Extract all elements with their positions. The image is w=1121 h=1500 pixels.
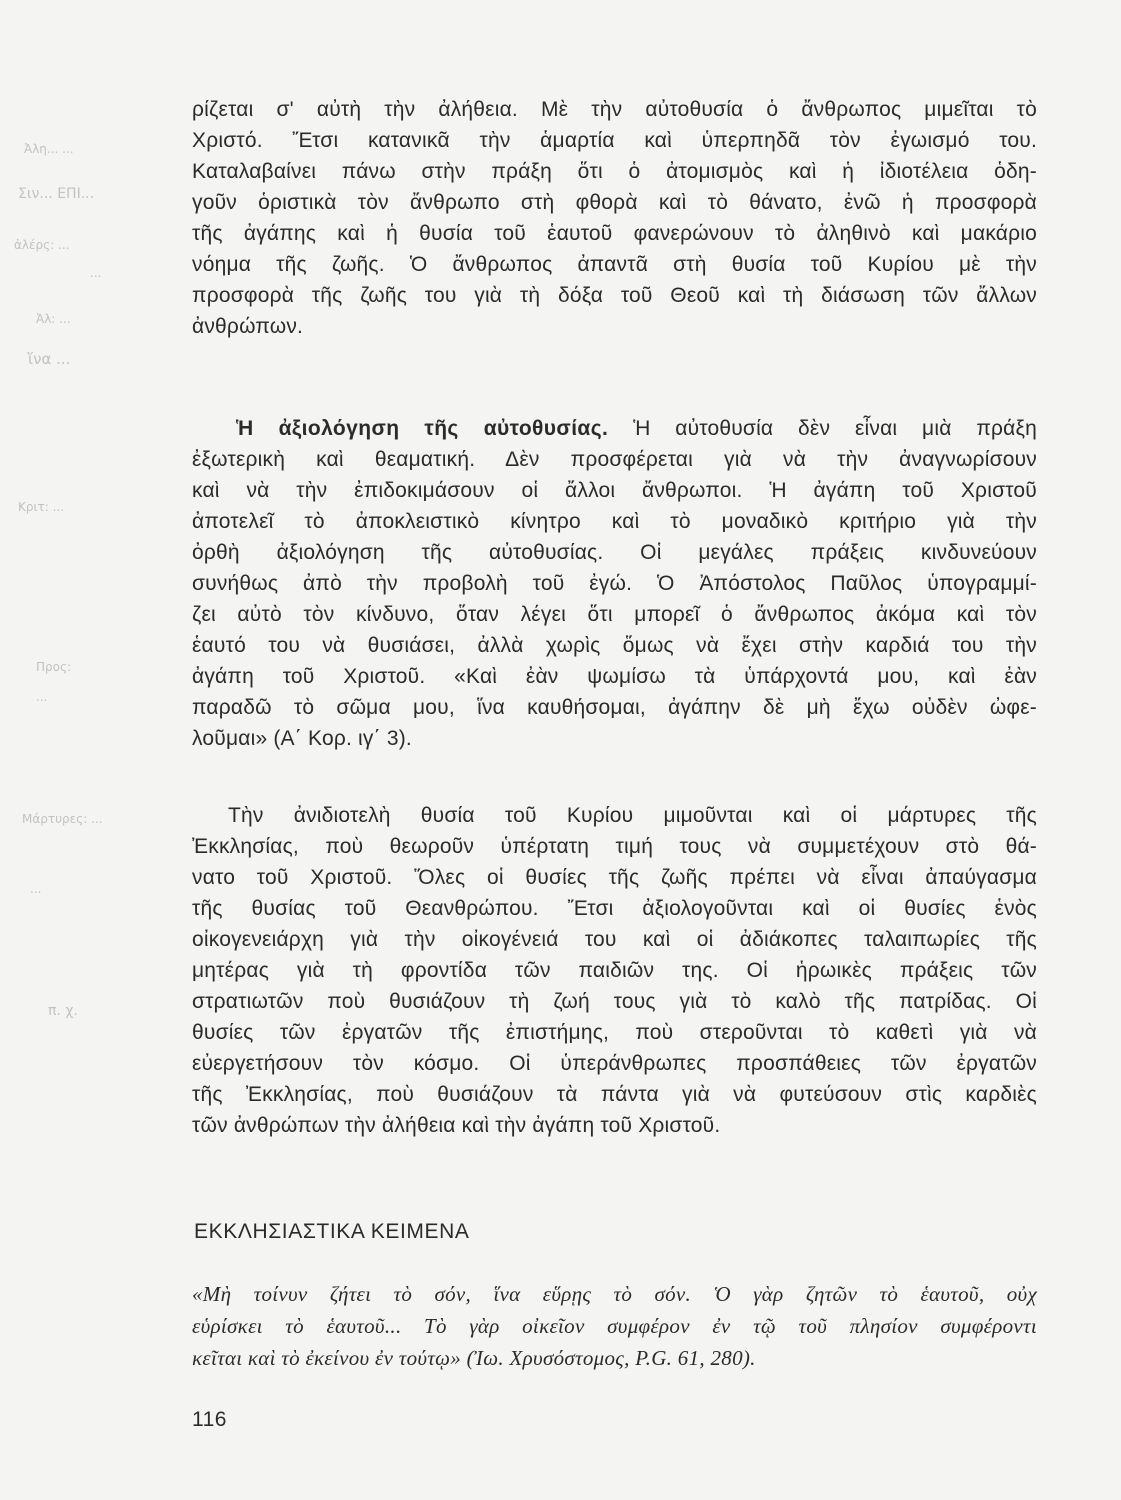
margin-note: Προς: [36, 660, 72, 674]
handwritten-margin-notes [0, 0, 190, 1500]
text-line: τῆς Ἐκκλησίας, ποὺ θυσιάζουν τὰ πάντα γιὰ νὰ φυτεύσουν στὶς καρδιὲς [192, 1083, 1037, 1106]
margin-note: Κριτ: ... [18, 500, 65, 514]
margin-note: Ἀλ: ... [36, 312, 71, 326]
margin-note: π. χ. [48, 1003, 78, 1019]
quote-line: «Μὴ τοίνυν ζήτει τὸ σόν, ἵνα εὕρῃς τὸ σόν. Ὁ γὰρ ζητῶν τὸ ἑαυτοῦ, οὐχ [192, 1282, 1037, 1306]
text-fragment: Ἡ αὐτοθυσία δὲν εἶναι μιὰ πράξη [633, 417, 1037, 440]
text-line: ἐξωτερικὴ καὶ θεαματική. Δὲν προσφέρεται γιὰ νὰ τὴν ἀναγνωρίσουν [192, 448, 1037, 471]
paragraph-3 [192, 800, 1037, 1141]
text-line: ἀνθρώπων. [192, 315, 304, 338]
text-line: ἀποτελεῖ τὸ ἀποκλειστικὸ κίνητρο καὶ τὸ μοναδικὸ κριτήριο γιὰ τὴν [192, 510, 1037, 533]
quote-line: εὑρίσκει τὸ ἑαυτοῦ... Τὸ γὰρ οἰκεῖον συμφέρον ἐν τῷ τοῦ πλησίον συμφέροντι [192, 1314, 1037, 1338]
section-heading: ΕΚΚΛΗΣΙΑΣΤΙΚΑ ΚΕΙΜΕΝΑ [194, 1220, 470, 1243]
text-line [192, 413, 1037, 444]
paragraph-heading: Ἡ ἀξιολόγηση τῆς αὐτοθυσίας. [236, 417, 609, 440]
text-line: Τὴν ἀνιδιοτελὴ θυσία τοῦ Κυρίου μιμοῦνται καὶ οἱ μάρτυρες τῆς [228, 804, 1037, 827]
quote-line: κεῖται καὶ τὸ ἐκείνου ἐν τούτῳ» (Ἰω. Χρυσόστομος, P.G. 61, 280). [192, 1346, 756, 1370]
text-line: ἑαυτό του νὰ θυσιάσει, ἀλλὰ χωρὶς ὅμως νὰ ἔχει στὴν καρδιά του τὴν [192, 634, 1037, 657]
text-line: τῆς θυσίας τοῦ Θεανθρώπου. Ἔτσι ἀξιολογοῦνται καὶ οἱ θυσίες ἑνὸς [192, 897, 1037, 920]
text-line: ὀρθὴ ἀξιολόγηση τῆς αὐτοθυσίας. Οἱ μεγάλες πράξεις κινδυνεύουν [192, 541, 1037, 564]
paragraph-2 [192, 413, 1037, 754]
text-line: μητέρας γιὰ τὴ φροντίδα τῶν παιδιῶν της. Οἱ ἡρωικὲς πράξεις τῶν [192, 959, 1037, 982]
text-line: νατο τοῦ Χριστοῦ. Ὅλες οἱ θυσίες τῆς ζωῆς πρέπει νὰ εἶναι ἀπαύγασμα [192, 866, 1037, 889]
text-line: προσφορὰ τῆς ζωῆς του γιὰ τὴ δόξα τοῦ Θεοῦ καὶ τὴ διάσωση τῶν ἄλλων [192, 284, 1037, 307]
text-line: θυσίες τῶν ἐργατῶν τῆς ἐπιστήμης, ποὺ στεροῦνται τὸ καθετὶ γιὰ νὰ [192, 1021, 1037, 1044]
text-line: ἀγάπη τοῦ Χριστοῦ. «Καὶ ἐὰν ψωμίσω τὰ ὑπάρχοντά μου, καὶ ἐὰν [192, 665, 1037, 688]
page-number: 116 [192, 1408, 227, 1431]
margin-note: Ἀλη... ... [24, 142, 74, 156]
margin-note: Σιν... ΕΠΙ... [18, 186, 95, 202]
text-line: εὐεργετήσουν τὸν κόσμο. Οἱ ὑπεράνθρωπες προσπάθειες τῶν ἐργατῶν [192, 1052, 1037, 1075]
text-line: στρατιωτῶν ποὺ θυσιάζουν τὴ ζωή τους γιὰ τὸ καλὸ τῆς πατρίδας. Οἱ [192, 990, 1037, 1013]
text-line: παραδῶ τὸ σῶμα μου, ἵνα καυθήσομαι, ἀγάπην δὲ μὴ ἔχω οὐδὲν ὠφε- [192, 696, 1037, 719]
margin-note: ... [30, 882, 42, 896]
text-line: ρίζεται σ' αὐτὴ τὴν ἀλήθεια. Μὲ τὴν αὐτοθυσία ὁ ἄνθρωπος μιμεῖται τὸ [192, 98, 1037, 121]
paragraph-1 [192, 94, 1037, 342]
margin-note: ἵνα ... [28, 350, 71, 368]
text-line: οἰκογενειάρχη γιὰ τὴν οἰκογένειά του καὶ οἱ ἀδιάκοπες ταλαιπωρίες τῆς [192, 928, 1037, 951]
text-line: συνήθως ἀπὸ τὴν προβολὴ τοῦ ἐγώ. Ὁ Ἀπόστολος Παῦλος ὑπογραμμί- [192, 572, 1037, 595]
margin-note: Μάρτυρες: ... [22, 812, 103, 826]
text-line: γοῦν ὁριστικὰ τὸν ἄνθρωπο στὴ φθορὰ καὶ τὸ θάνατο, ἐνῶ ἡ προσφορὰ [192, 191, 1037, 214]
text-line: καὶ νὰ τὴν ἐπιδοκιμάσουν οἱ ἄλλοι ἄνθρωποι. Ἡ ἀγάπη τοῦ Χριστοῦ [192, 479, 1037, 502]
margin-note: ... [90, 266, 102, 280]
text-line: λοῦμαι» (Α΄ Κορ. ιγ΄ 3). [192, 727, 412, 750]
patristic-quote [192, 1278, 1037, 1374]
text-line: Καταλαβαίνει πάνω στὴν πράξη ὅτι ὁ ἀτομισμὸς καὶ ἡ ἰδιοτέλεια ὁδη- [192, 160, 1037, 183]
text-line: τῆς ἀγάπης καὶ ἡ θυσία τοῦ ἑαυτοῦ φανερώνουν τὸ ἀληθινὸ καὶ μακάριο [192, 222, 1037, 245]
margin-note: ... [36, 690, 48, 704]
text-line: Χριστό. Ἔτσι κατανικᾶ τὴν ἁμαρτία καὶ ὑπερπηδᾶ τὸν ἐγωισμό του. [192, 129, 1037, 152]
text-line: Ἐκκλησίας, ποὺ θεωροῦν ὑπέρτατη τιμή τους νὰ συμμετέχουν στὸ θά- [192, 835, 1037, 858]
text-line: τῶν ἀνθρώπων τὴν ἀλήθεια καὶ τὴν ἀγάπη τοῦ Χριστοῦ. [192, 1114, 721, 1137]
margin-note: ἀλέρς: ... [14, 238, 70, 252]
text-line: νόημα τῆς ζωῆς. Ὁ ἄνθρωπος ἀπαντᾶ στὴ θυσία τοῦ Κυρίου μὲ τὴν [192, 253, 1037, 276]
text-line: ζει αὐτὸ τὸν κίνδυνο, ὅταν λέγει ὅτι μπορεῖ ὁ ἄνθρωπος ἀκόμα καὶ τὸν [192, 603, 1037, 626]
